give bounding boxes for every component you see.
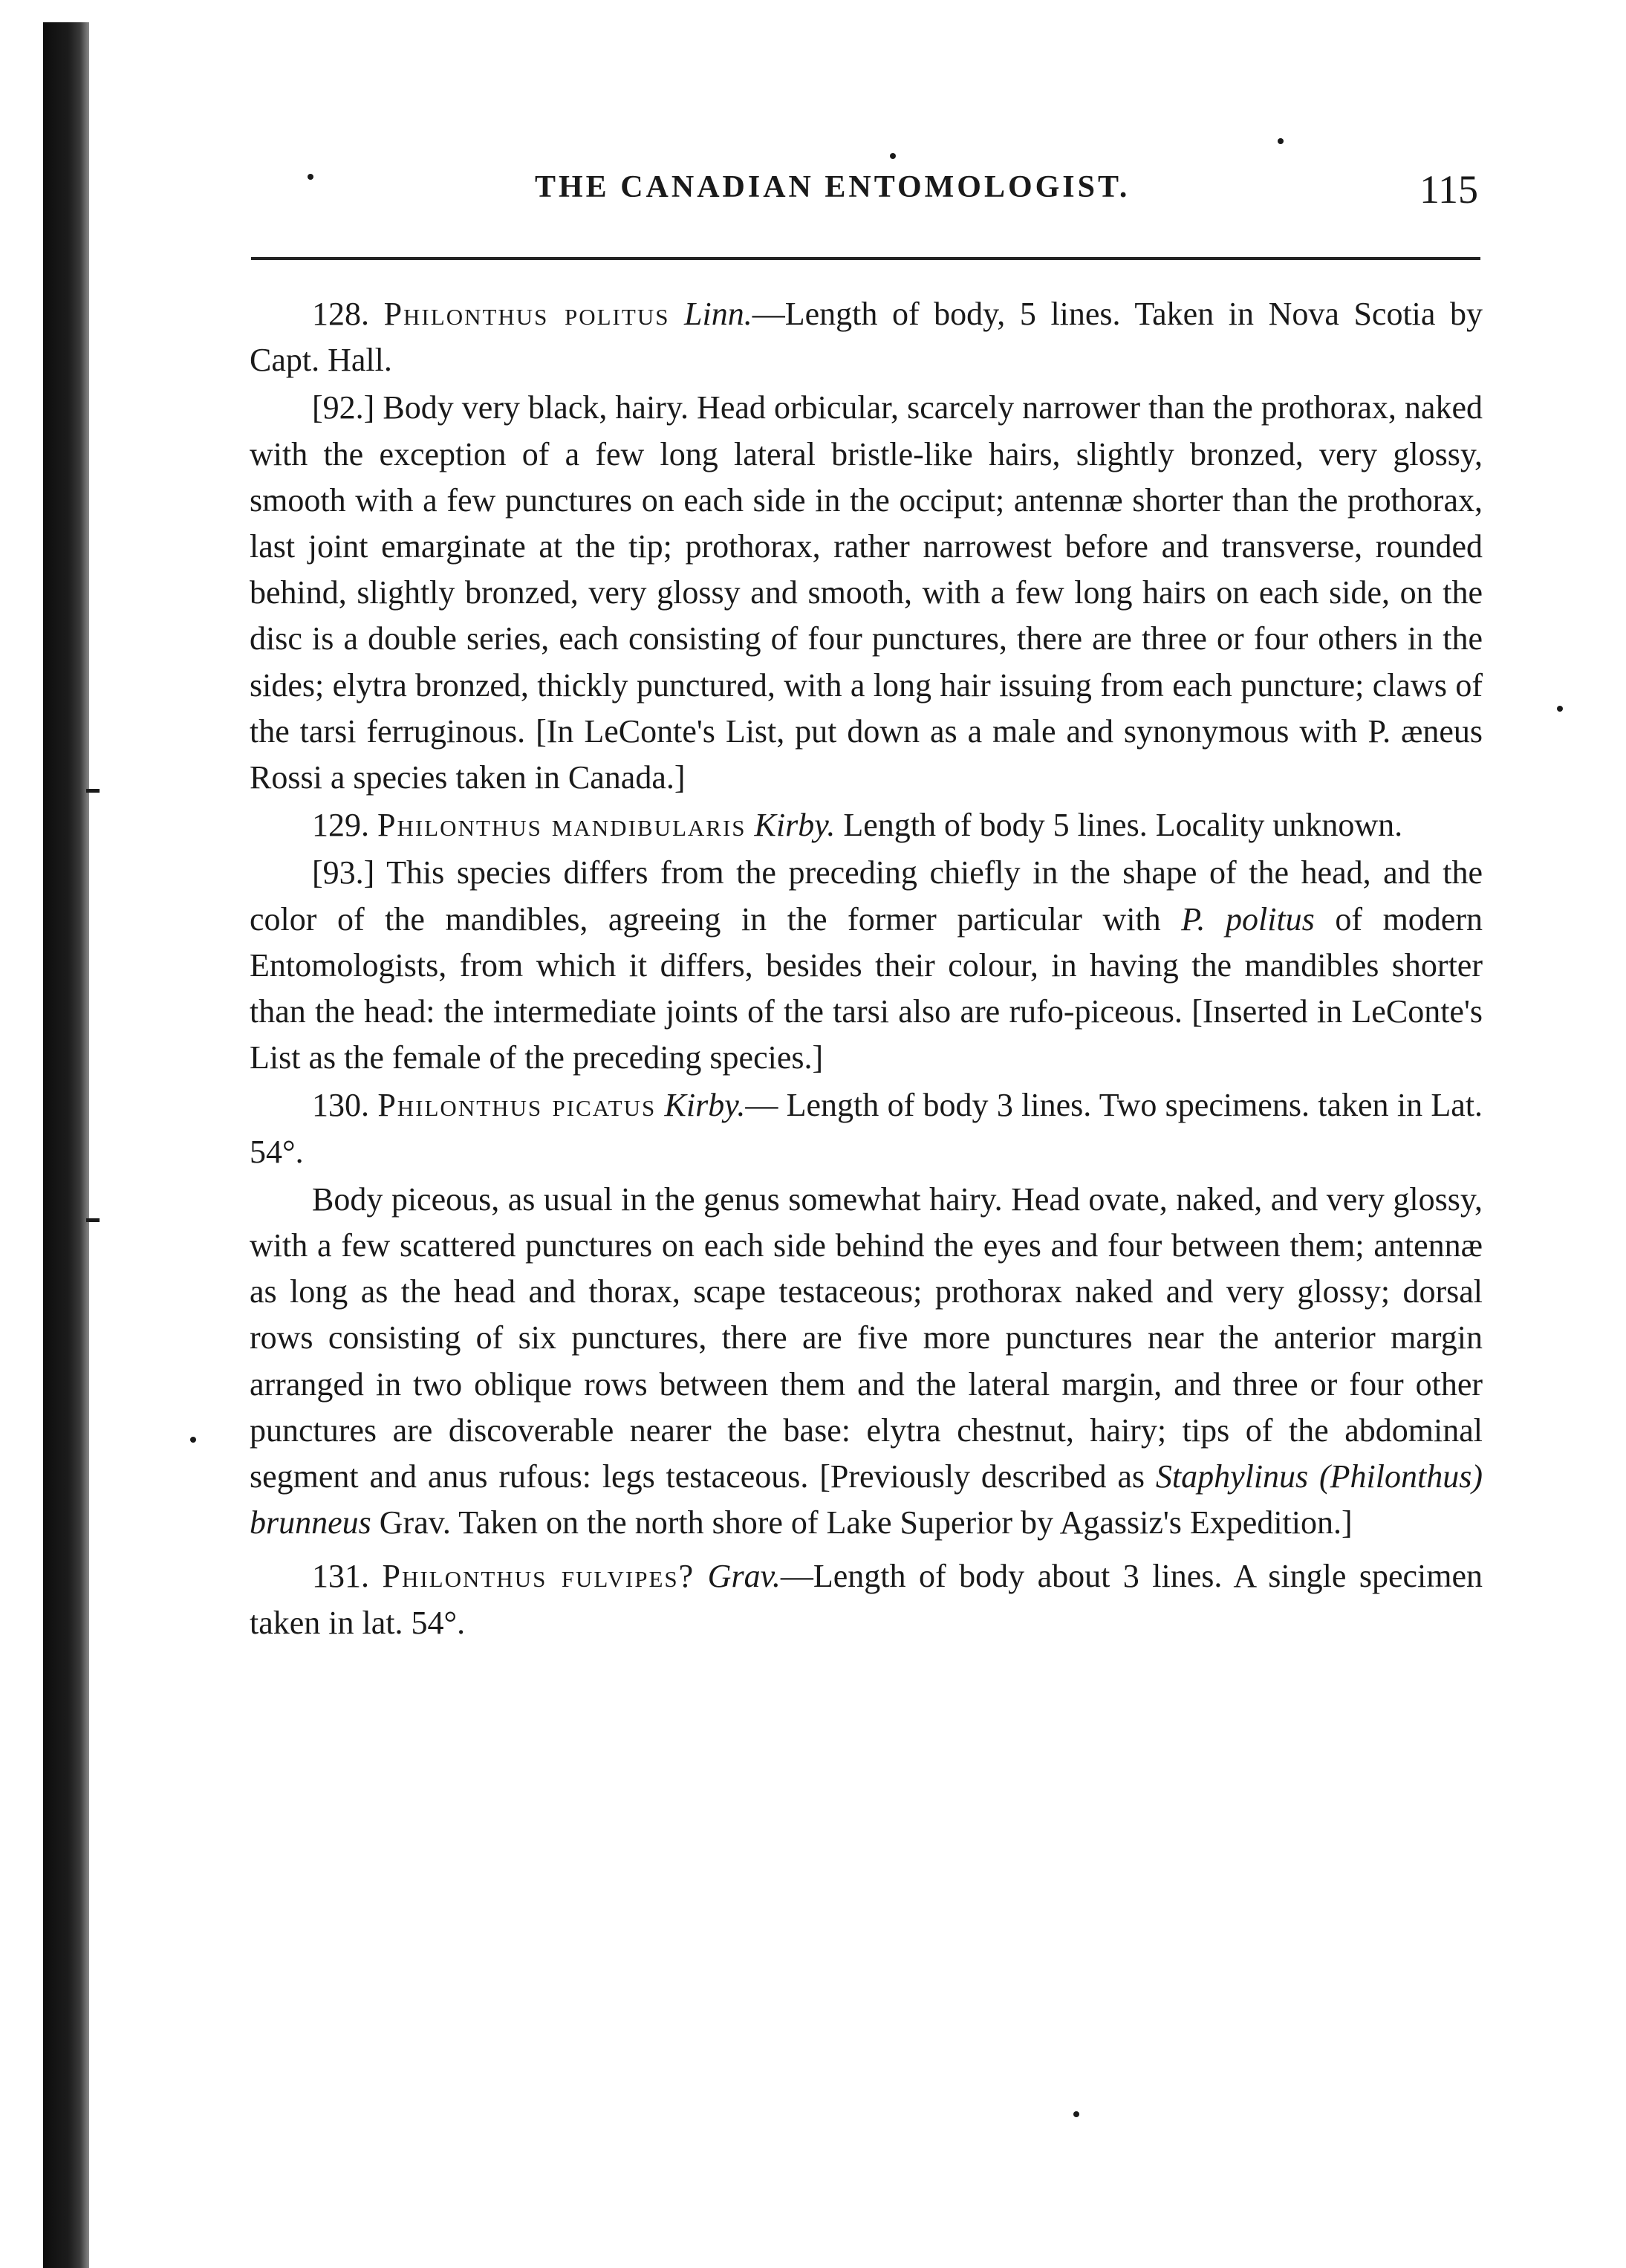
page-header: [253, 169, 1478, 221]
species-name: Philonthus picatus: [377, 1087, 657, 1124]
species-name: Philonthus mandibularis: [377, 807, 747, 844]
species-reference: P. politus: [1181, 900, 1315, 938]
species-entry-129: [250, 802, 1483, 848]
description-text: Body piceous, as usual in the genus somewhat hairy. Head ovate, naked, and very glossy, with a few scattered punctures on each side behind the eyes and four between them; antennæ as long as the head and thorax, scape testaceous; prothorax naked and very glossy; dorsal rows consisting of six punctures, there are five more punctures near the anterior margin arranged in two oblique rows between them and the lateral margin, and three or four other punctures are discoverable nearer the base: elytra chestnut, hairy; tips of the abdominal segment and anus rufous: legs testaceous. [Previously described as: [250, 1180, 1483, 1495]
description-93: [250, 850, 1483, 1081]
entry-text: — Length of body 3 lines. Two specimens. taken in Lat. 54°.: [250, 1087, 1483, 1170]
book-spine-shadow: [43, 22, 89, 2268]
entry-number: 130.: [312, 1087, 369, 1124]
description-130: [250, 1177, 1483, 1547]
species-entry-128: [250, 291, 1483, 383]
print-speck: [890, 153, 896, 159]
entry-text: —Length of body about 3 lines. A single specimen taken in lat. 54°.: [250, 1558, 1483, 1641]
entry-text: —Length of body, 5 lines. Taken in Nova Scotia by Capt. Hall.: [250, 296, 1483, 379]
entry-number: 131.: [312, 1558, 369, 1595]
species-author: Grav.: [707, 1558, 781, 1595]
print-speck: [190, 1437, 196, 1443]
description-text: of modern Entomologists, from which it differs, besides their colour, in having the mandibles shorter than the head: the intermediate joints of the tarsi also are rufo-piceous. [Inserted in LeConte's List as the female of the preceding species.]: [250, 900, 1483, 1076]
entry-number: 128.: [312, 296, 369, 332]
description-text: [93.] This species differs from the preceding chiefly in the shape of the head, and the color of the mandibles, agreeing in the former particular with: [250, 854, 1483, 938]
running-title: THE CANADIAN ENTOMOLOGIST.: [535, 170, 1131, 204]
spine-mark: [86, 789, 100, 793]
description-92: [92.] Body very black, hairy. Head orbicular, scarcely narrower than the prothorax, naked with the exception of a few long lateral bristle-like hairs, slightly bronzed, very glossy, smooth with a few punctures on each side in the occiput; antennæ shorter than the prothorax, last joint emarginate at the tip; prothorax, rather narrowest before and transverse, rounded behind, slightly bronzed, very glossy and smooth, with a few long hairs on each side, on the disc is a double series, each consisting of four punctures, there are three or four others in the sides; elytra bronzed, thickly punctured, with a long hair issuing from each puncture; claws of the tarsi ferruginous. [In LeConte's List, put down as a male and synonymous with P. æneus Rossi a species taken in Canada.]: [250, 389, 1483, 796]
species-name: Philonthus politus: [383, 296, 670, 332]
header-rule: [251, 257, 1480, 260]
page-number: 115: [1420, 167, 1478, 212]
description-text: Grav. Taken on the north shore of Lake Superior by Agassiz's Expedition.]: [371, 1504, 1353, 1541]
entry-text: Length of body 5 lines. Locality unknown.: [835, 807, 1403, 844]
entry-number: 129.: [312, 807, 369, 844]
print-speck: [1557, 706, 1563, 712]
species-entry-131: [250, 1553, 1483, 1645]
print-speck: [1278, 138, 1284, 144]
species-author: Kirby.: [754, 807, 836, 844]
print-speck: [1073, 2111, 1079, 2117]
page-body: [250, 291, 1483, 1646]
species-author: Linn.: [684, 296, 752, 332]
spine-mark: [86, 1218, 100, 1222]
species-reference: Staphylinus (Philonthus) brunneus: [250, 1458, 1483, 1541]
species-name: Philonthus fulvipes?: [382, 1558, 695, 1595]
species-author: Kirby.: [664, 1087, 746, 1124]
species-entry-130: [250, 1082, 1483, 1174]
